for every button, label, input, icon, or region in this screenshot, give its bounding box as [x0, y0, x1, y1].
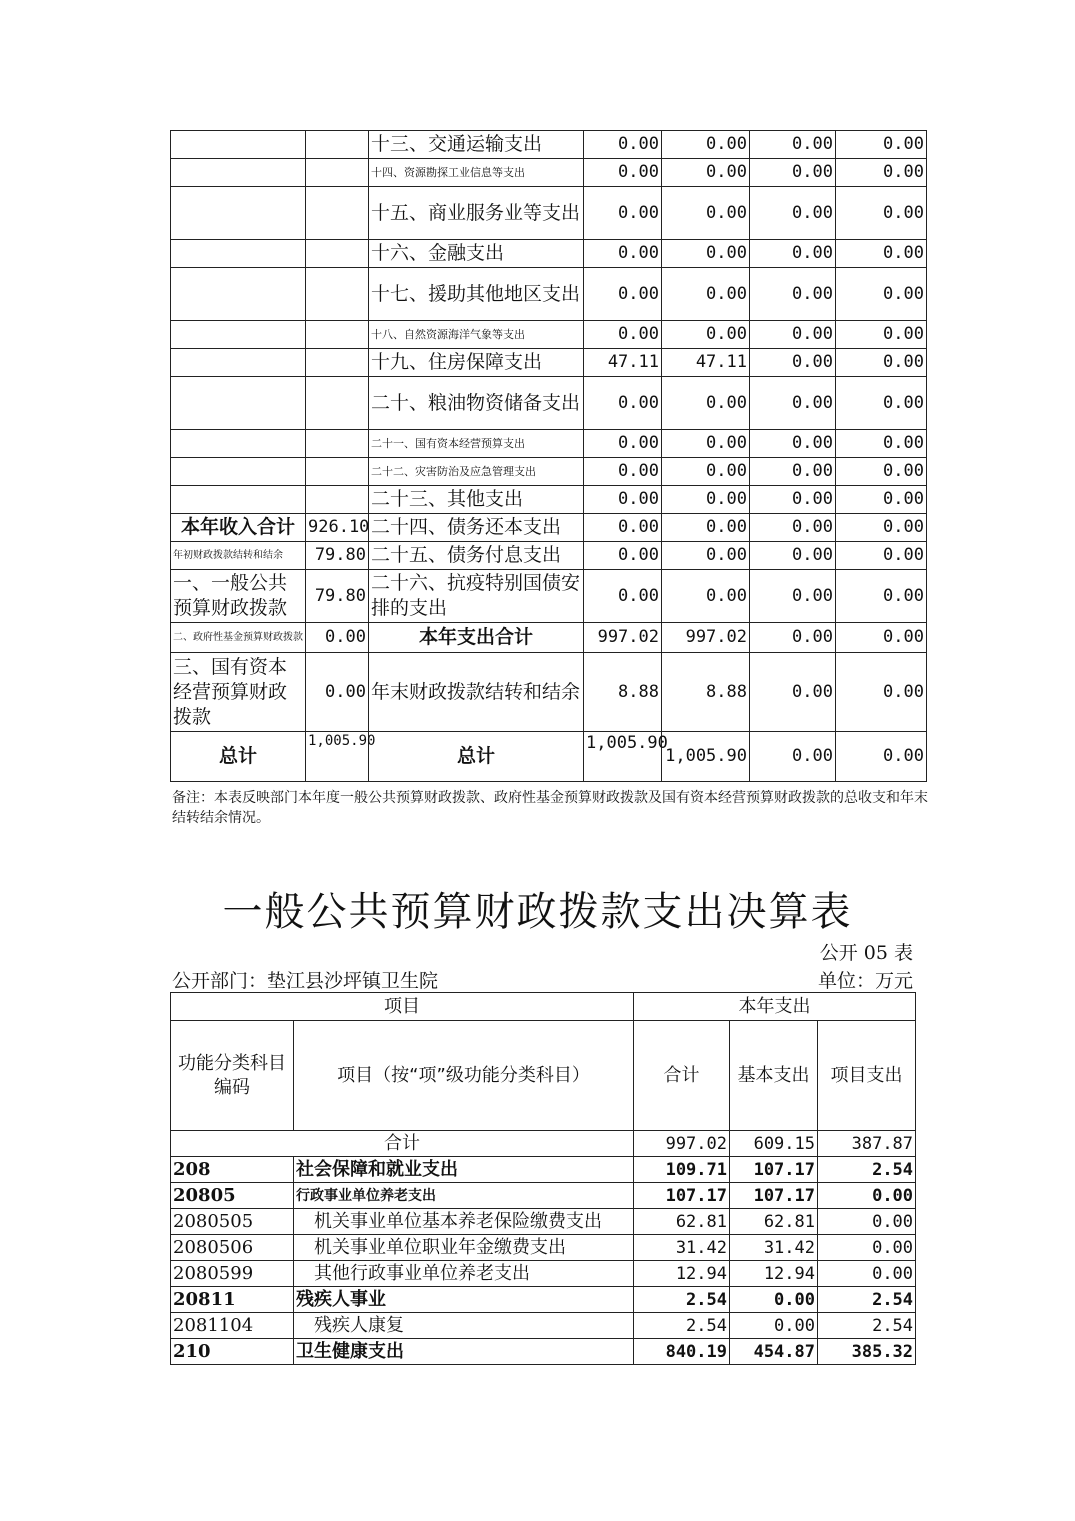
cell-value: 0.00 [584, 486, 662, 514]
cell-value: 0.00 [836, 268, 927, 321]
row-label: 一、一般公共预算财政拨款 [171, 570, 306, 623]
table-row [171, 1157, 916, 1183]
row-income [306, 240, 369, 268]
row-label: 三、国有资本经营预算财政拨款 [171, 653, 306, 732]
row-label [171, 321, 306, 349]
cell-value: 0.00 [818, 1183, 916, 1209]
header-total: 合计 [634, 1021, 730, 1131]
cell-value: 0.00 [836, 542, 927, 570]
cell-value: 0.00 [750, 430, 836, 458]
cell-value: 0.00 [818, 1209, 916, 1235]
row-name: 卫生健康支出 [294, 1339, 634, 1365]
row-item: 本年支出合计 [369, 623, 584, 653]
cell-value: 609.15 [730, 1131, 818, 1157]
row-code: 20805 [171, 1183, 294, 1209]
row-label [171, 131, 306, 159]
cell-value: 107.17 [730, 1183, 818, 1209]
row-item: 二十六、抗疫特别国债安排的支出 [369, 570, 584, 623]
row-name: 机关事业单位基本养老保险缴费支出 [294, 1209, 634, 1235]
row-name: 残疾人事业 [294, 1287, 634, 1313]
cell-value: 840.19 [634, 1339, 730, 1365]
cell-value: 0.00 [836, 570, 927, 623]
cell-value: 0.00 [836, 486, 927, 514]
table-row [171, 570, 927, 623]
table-row [171, 623, 927, 653]
cell-value: 0.00 [662, 514, 750, 542]
cell-value: 454.87 [730, 1339, 818, 1365]
table-row [171, 321, 927, 349]
cell-value: 0.00 [836, 240, 927, 268]
cell-value: 387.87 [818, 1131, 916, 1157]
cell-value: 385.32 [818, 1339, 916, 1365]
row-item: 十六、金融支出 [369, 240, 584, 268]
sum-label: 合计 [171, 1131, 634, 1157]
row-code: 20811 [171, 1287, 294, 1313]
row-income [306, 321, 369, 349]
cell-value: 0.00 [836, 430, 927, 458]
unit-label: 单位：万元 [817, 970, 913, 992]
cell-value: 0.00 [818, 1261, 916, 1287]
row-income [306, 486, 369, 514]
row-label [171, 430, 306, 458]
cell-value: 0.00 [836, 131, 927, 159]
cell-value: 0.00 [584, 570, 662, 623]
row-label: 年初财政拨款结转和结余 [171, 542, 306, 570]
cell-value: 0.00 [750, 131, 836, 159]
cell-value: 0.00 [584, 514, 662, 542]
row-income: 79.80 [306, 542, 369, 570]
cell-value: 2.54 [634, 1313, 730, 1339]
cell-value: 8.88 [584, 653, 662, 732]
table-row [171, 187, 927, 240]
table-row [171, 458, 927, 486]
cell-value: 109.71 [634, 1157, 730, 1183]
cell-value: 0.00 [836, 732, 927, 782]
cell-value: 0.00 [662, 486, 750, 514]
cell-value: 997.02 [634, 1131, 730, 1157]
row-item: 二十四、债务还本支出 [369, 514, 584, 542]
cell-value: 0.00 [730, 1313, 818, 1339]
cell-value: 0.00 [750, 542, 836, 570]
row-label: 二、政府性基金预算财政拨款 [171, 623, 306, 653]
table-row [171, 514, 927, 542]
table-row [171, 653, 927, 732]
cell-value: 2.54 [818, 1157, 916, 1183]
cell-value: 31.42 [634, 1235, 730, 1261]
row-label [171, 268, 306, 321]
row-label [171, 187, 306, 240]
row-label [171, 486, 306, 514]
table-row [171, 1287, 916, 1313]
fiscal-summary-table [170, 130, 927, 782]
cell-value: 0.00 [662, 131, 750, 159]
cell-value: 0.00 [836, 514, 927, 542]
row-label [171, 349, 306, 377]
cell-value: 12.94 [634, 1261, 730, 1287]
header-code: 功能分类科目编码 [171, 1021, 294, 1131]
table-tag: 公开 05 表 [819, 942, 913, 964]
cell-value: 0.00 [584, 131, 662, 159]
cell-value: 0.00 [836, 349, 927, 377]
cell-value: 0.00 [584, 268, 662, 321]
row-income [306, 268, 369, 321]
cell-value: 0.00 [750, 623, 836, 653]
cell-value: 31.42 [730, 1235, 818, 1261]
row-name: 残疾人康复 [294, 1313, 634, 1339]
table-row [171, 268, 927, 321]
cell-value: 47.11 [662, 349, 750, 377]
row-item: 十九、住房保障支出 [369, 349, 584, 377]
cell-value: 0.00 [584, 458, 662, 486]
expenditure-table [170, 992, 916, 1365]
row-income [306, 458, 369, 486]
cell-value: 0.00 [750, 268, 836, 321]
page-title: 一般公共预算财政拨款支出决算表 [222, 889, 853, 935]
header-row [171, 1021, 916, 1131]
cell-value: 2.54 [818, 1313, 916, 1339]
cell-value: 0.00 [818, 1235, 916, 1261]
row-income [306, 131, 369, 159]
cell-value: 0.00 [662, 430, 750, 458]
cell-value: 8.88 [662, 653, 750, 732]
table-row [171, 240, 927, 268]
cell-value: 0.00 [750, 321, 836, 349]
cell-value: 0.00 [836, 321, 927, 349]
table-row [171, 1261, 916, 1287]
row-code: 208 [171, 1157, 294, 1183]
row-code: 2080505 [171, 1209, 294, 1235]
cell-value: 0.00 [750, 187, 836, 240]
cell-value: 62.81 [634, 1209, 730, 1235]
row-item: 十三、交通运输支出 [369, 131, 584, 159]
table-row [171, 732, 927, 782]
cell-value: 0.00 [662, 268, 750, 321]
row-income [306, 187, 369, 240]
department-label: 公开部门：垫江县沙坪镇卫生院 [172, 970, 439, 992]
cell-value: 0.00 [750, 486, 836, 514]
row-income [306, 349, 369, 377]
table-note: 备注：本表反映部门本年度一般公共预算财政拨款、政府性基金预算财政拨款及国有资本经营预算财政拨款的总收支和年末结转结余情况。 [172, 790, 928, 826]
cell-value: 2.54 [634, 1287, 730, 1313]
row-item: 二十五、债务付息支出 [369, 542, 584, 570]
cell-value: 997.02 [662, 623, 750, 653]
row-item: 十五、商业服务业等支出 [369, 187, 584, 240]
cell-value: 0.00 [750, 377, 836, 430]
row-item: 二十一、国有资本经营预算支出 [369, 430, 584, 458]
cell-value: 0.00 [750, 159, 836, 187]
row-name: 社会保障和就业支出 [294, 1157, 634, 1183]
row-income: 1,005.90 [306, 732, 369, 782]
row-label [171, 458, 306, 486]
cell-value: 0.00 [836, 377, 927, 430]
cell-value: 0.00 [750, 349, 836, 377]
cell-value: 2.54 [818, 1287, 916, 1313]
row-item: 十四、资源勘探工业信息等支出 [369, 159, 584, 187]
cell-value: 0.00 [584, 430, 662, 458]
header-project-expense: 项目支出 [818, 1021, 916, 1131]
cell-value: 0.00 [584, 187, 662, 240]
row-item: 十七、援助其他地区支出 [369, 268, 584, 321]
row-item: 十八、自然资源海洋气象等支出 [369, 321, 584, 349]
row-code: 2081104 [171, 1313, 294, 1339]
table-row [171, 1183, 916, 1209]
cell-value: 0.00 [836, 458, 927, 486]
cell-value: 0.00 [836, 653, 927, 732]
row-income: 0.00 [306, 653, 369, 732]
table-row [171, 159, 927, 187]
cell-value: 0.00 [662, 321, 750, 349]
header-basic: 基本支出 [730, 1021, 818, 1131]
cell-value: 0.00 [730, 1287, 818, 1313]
table-row [171, 486, 927, 514]
cell-value: 0.00 [836, 623, 927, 653]
cell-value: 0.00 [662, 187, 750, 240]
cell-value: 0.00 [584, 159, 662, 187]
cell-value: 0.00 [662, 377, 750, 430]
row-item: 二十、粮油物资储备支出 [369, 377, 584, 430]
cell-value: 0.00 [750, 732, 836, 782]
cell-value: 62.81 [730, 1209, 818, 1235]
header-year-expense: 本年支出 [634, 993, 916, 1021]
header-item: 项目（按“项”级功能分类科目） [294, 1021, 634, 1131]
table-row [171, 131, 927, 159]
cell-value: 0.00 [584, 377, 662, 430]
header-project: 项目 [171, 993, 634, 1021]
cell-value: 12.94 [730, 1261, 818, 1287]
cell-value: 0.00 [750, 458, 836, 486]
row-label [171, 240, 306, 268]
cell-value: 107.17 [634, 1183, 730, 1209]
cell-value: 0.00 [750, 653, 836, 732]
cell-value: 0.00 [662, 159, 750, 187]
cell-value: 0.00 [836, 187, 927, 240]
cell-value: 0.00 [750, 514, 836, 542]
row-code: 2080599 [171, 1261, 294, 1287]
cell-value: 1,005.90 [584, 732, 662, 782]
cell-value: 1,005.90 [662, 732, 750, 782]
cell-value: 0.00 [662, 240, 750, 268]
row-label: 本年收入合计 [171, 514, 306, 542]
row-code: 210 [171, 1339, 294, 1365]
table-row [171, 1235, 916, 1261]
row-item: 年末财政拨款结转和结余 [369, 653, 584, 732]
row-label [171, 377, 306, 430]
cell-value: 47.11 [584, 349, 662, 377]
sum-row [171, 1131, 916, 1157]
row-item: 二十三、其他支出 [369, 486, 584, 514]
table-row [171, 542, 927, 570]
row-income [306, 159, 369, 187]
row-label: 总计 [171, 732, 306, 782]
cell-value: 0.00 [750, 570, 836, 623]
cell-value: 0.00 [584, 240, 662, 268]
row-item: 二十二、灾害防治及应急管理支出 [369, 458, 584, 486]
table-row [171, 1209, 916, 1235]
cell-value: 0.00 [662, 542, 750, 570]
row-name: 行政事业单位养老支出 [294, 1183, 634, 1209]
header-row [171, 993, 916, 1021]
cell-value: 0.00 [662, 458, 750, 486]
row-income [306, 377, 369, 430]
row-income [306, 430, 369, 458]
row-income: 926.10 [306, 514, 369, 542]
row-name: 其他行政事业单位养老支出 [294, 1261, 634, 1287]
cell-value: 0.00 [836, 159, 927, 187]
cell-value: 997.02 [584, 623, 662, 653]
row-code: 2080506 [171, 1235, 294, 1261]
table-row [171, 349, 927, 377]
cell-value: 0.00 [750, 240, 836, 268]
row-name: 机关事业单位职业年金缴费支出 [294, 1235, 634, 1261]
row-income: 0.00 [306, 623, 369, 653]
cell-value: 0.00 [584, 542, 662, 570]
row-label [171, 159, 306, 187]
table-row [171, 430, 927, 458]
table-row [171, 1339, 916, 1365]
cell-value: 107.17 [730, 1157, 818, 1183]
cell-value: 0.00 [662, 570, 750, 623]
row-item: 总计 [369, 732, 584, 782]
cell-value: 0.00 [584, 321, 662, 349]
row-income: 79.80 [306, 570, 369, 623]
table-row [171, 377, 927, 430]
table-row [171, 1313, 916, 1339]
